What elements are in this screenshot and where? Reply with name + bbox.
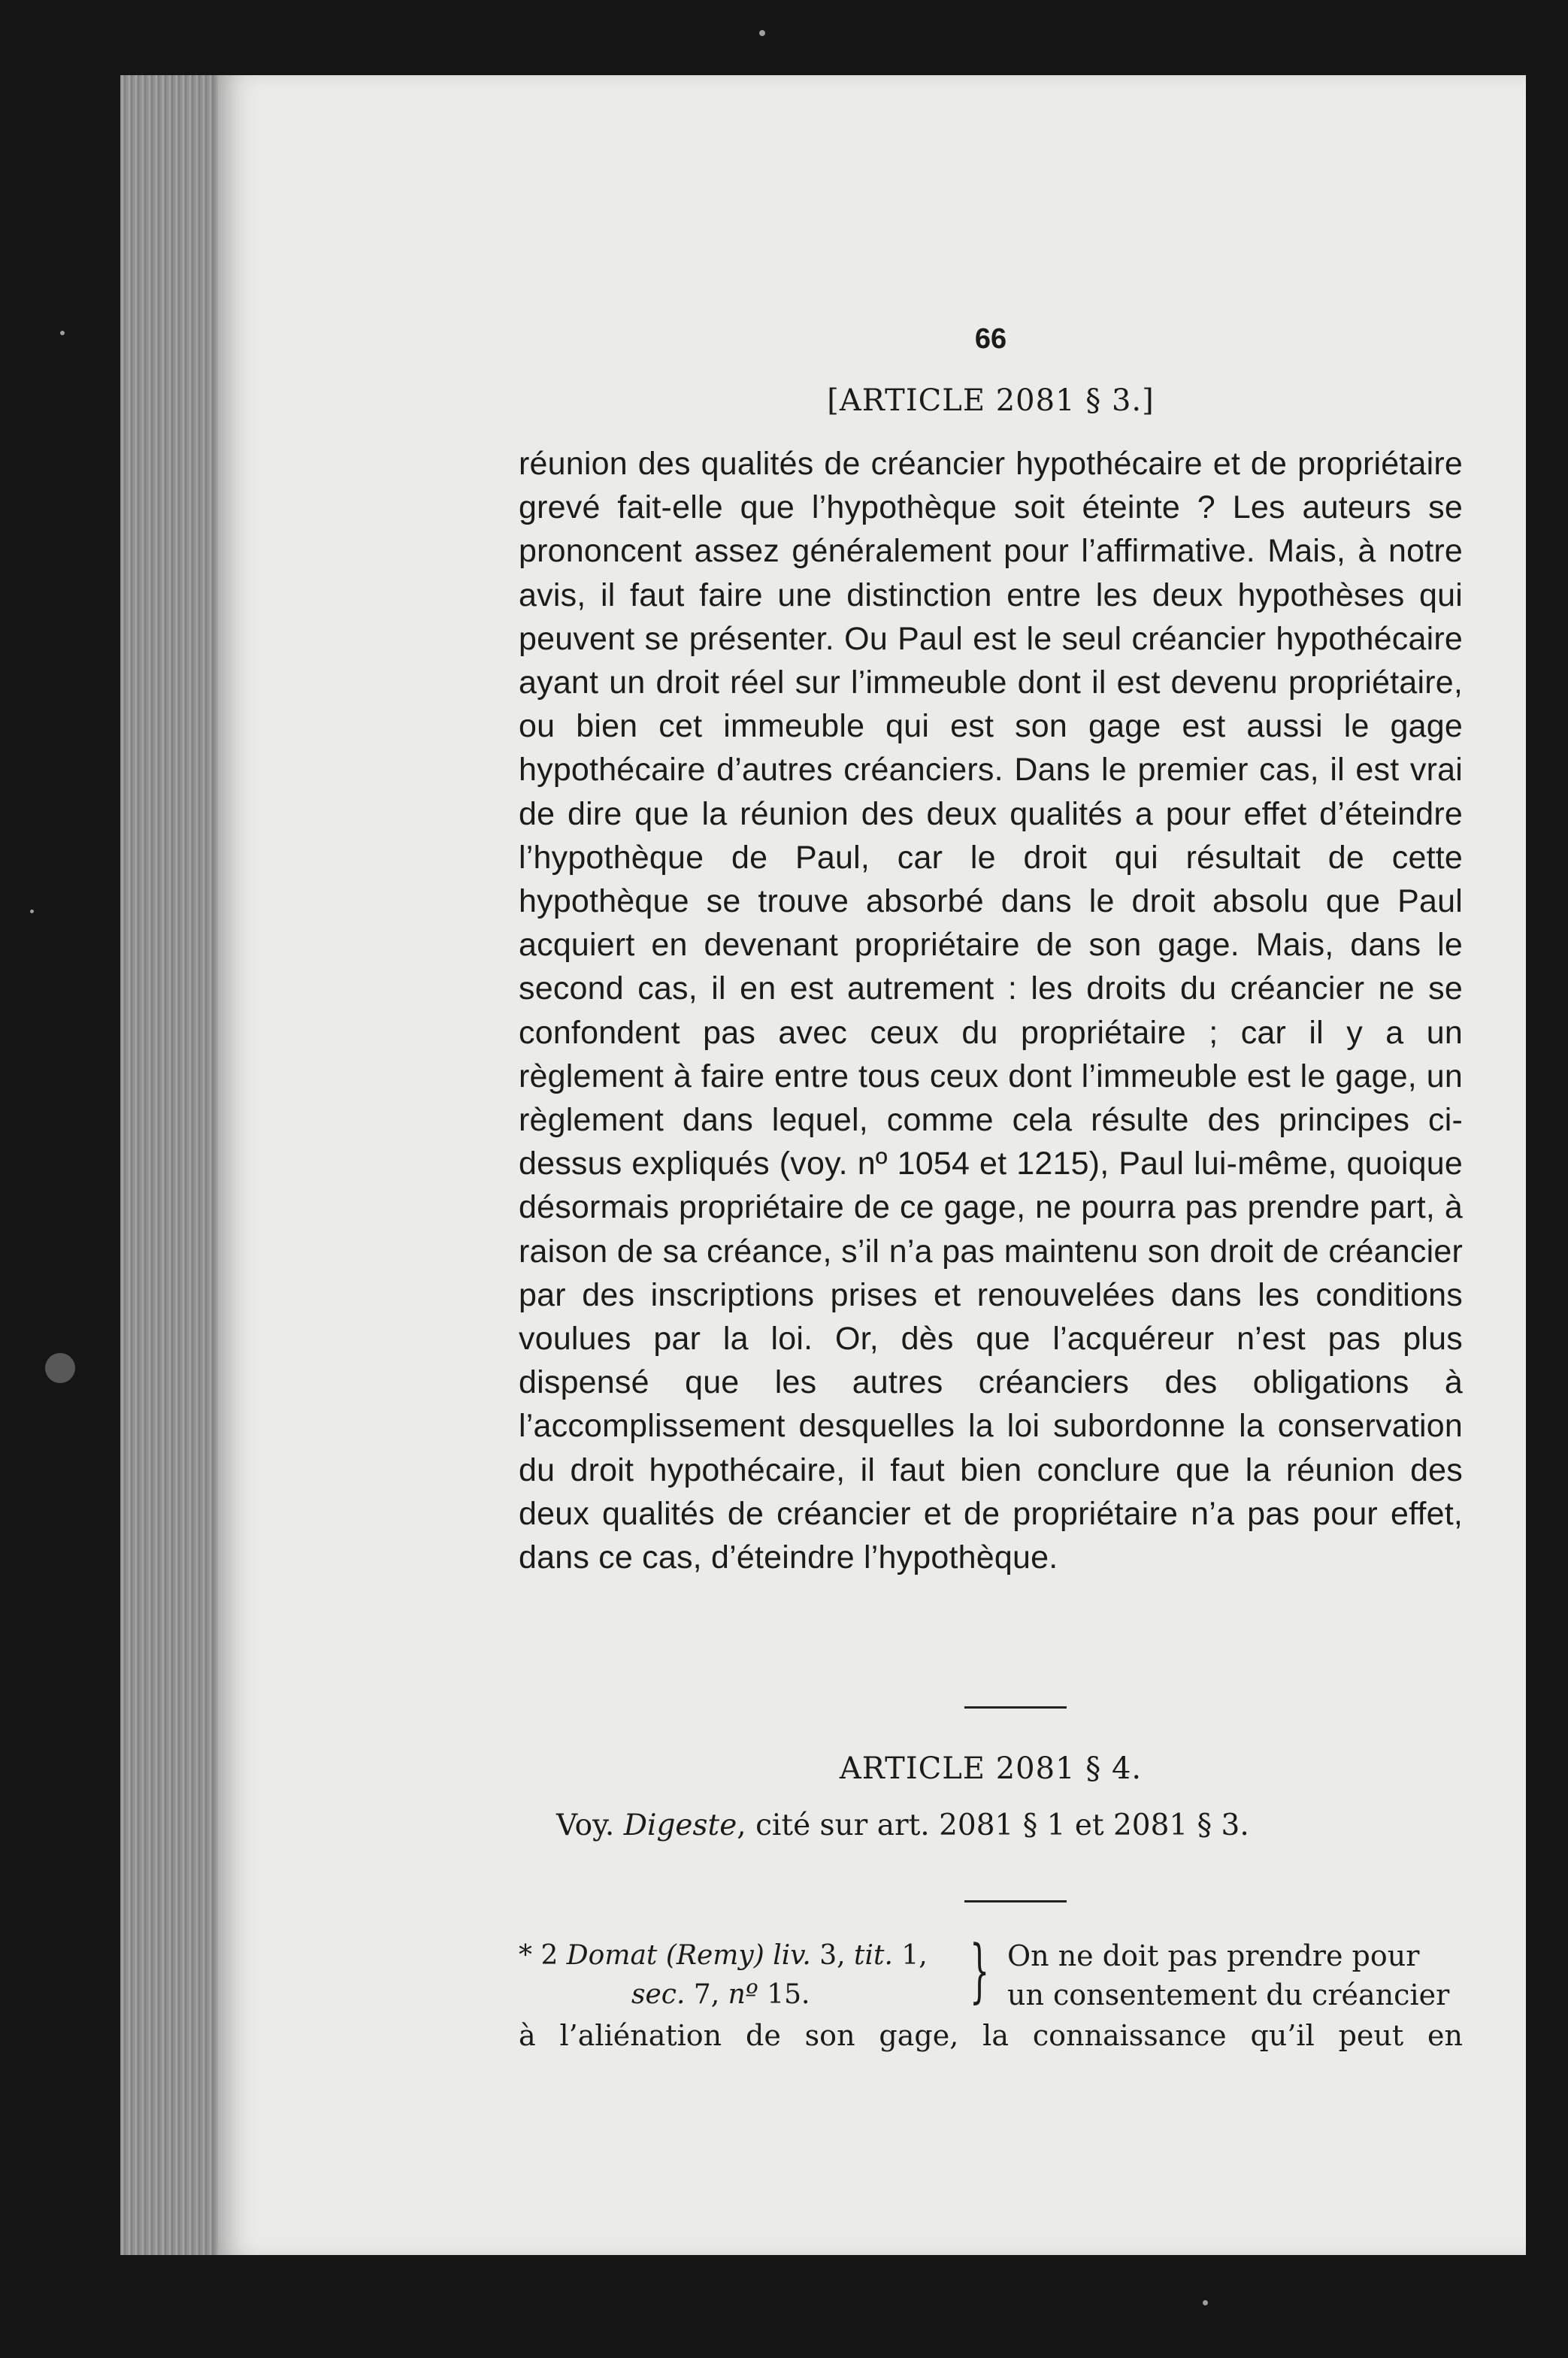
page-number: 66 bbox=[974, 323, 1007, 355]
dust-speck bbox=[45, 1353, 75, 1383]
reference-prefix: Voy. bbox=[556, 1809, 624, 1842]
section-divider bbox=[964, 1900, 1067, 1902]
citation-title-label: tit. bbox=[854, 1940, 893, 1971]
citation-section-number: 7, bbox=[685, 1979, 728, 2010]
citation-author: Domat (Remy) liv. bbox=[566, 1940, 811, 1971]
citation-book: 3, bbox=[810, 1940, 855, 1971]
section-divider bbox=[964, 1706, 1067, 1709]
citation-text-line1: On ne doit pas prendre pour bbox=[1007, 1939, 1420, 1972]
citation-number: 15. bbox=[758, 1979, 810, 2010]
citation-text-line2: un consentement du créancier bbox=[1007, 1978, 1450, 2011]
dust-speck bbox=[60, 331, 65, 335]
citation-text bbox=[1007, 1936, 1463, 2014]
reference-suffix: , cité sur art. 2081 § 1 et 2081 § 3. bbox=[737, 1809, 1249, 1842]
book-page-edges bbox=[120, 75, 233, 2255]
citation-continuation: à l’aliénation de son gage, la connaissance qu’il peut en bbox=[519, 2019, 1463, 2052]
citation-source bbox=[519, 1936, 970, 2014]
citation-section-label: sec. bbox=[631, 1979, 686, 2010]
dust-speck bbox=[1203, 2300, 1208, 2305]
citation-title-number: 1, bbox=[892, 1940, 928, 1971]
citation-brace: } bbox=[970, 1930, 990, 2011]
dust-speck bbox=[30, 910, 34, 913]
body-paragraph: réunion des qualités de créancier hypothécaire et de propriétaire grevé fait-elle que l’hypothèque soit éteinte ? Les auteurs se prononcent assez généralement pour l’affirmative. Mais, à notre avis, il faut faire une distinction entre les deux hypothèses qui peuvent se présenter. Ou Paul est le seul créancier hypothécaire ayant un droit réel sur l’immeuble dont il est devenu propriétaire, ou bien cet immeuble qui est son gage est aussi le gage hypothécaire d’autres créanciers. Dans le premier cas, il est vrai de dire que la réunion des deux qualités a pour effet d’éteindre l’hypothèque de Paul, car le droit qui résultait de cette hypothèque se trouve absorbé dans le droit absolu que Paul acquiert en devenant propriétaire de son gage. Mais, dans le second cas, il en est autrement : les droits du créancier ne se confondent pas avec ceux du propriétaire ; car il y a un règlement à faire entre tous ceux dont l’immeuble est le gage, un règlement dans lequel, comme cela résulte des principes ci-dessus expliqués (voy. nº 1054 et 1215), Paul lui-même, quoique désormais propriétaire de ce gage, ne pourra pas prendre part, à raison de sa créance, s’il n’a pas maintenu son droit de créancier par des inscriptions prises et renouvelées dans les conditions voulues par la loi. Or, dès que l’acquéreur n’est pas plus dispensé que les autres créanciers des obligations à l’accomplissement desquelles la loi subordonne la conservation du droit hypothécaire, il faut bien conclure que la réunion des deux qualités de créancier et de propriétaire n’a pas pour effet, dans ce cas, d’éteindre l’hypothèque. bbox=[519, 446, 1463, 1576]
citation-source-line2 bbox=[519, 1975, 970, 2014]
running-head: [ARTICLE 2081 § 3.] bbox=[827, 383, 1155, 418]
reference-source: Digeste bbox=[623, 1809, 737, 1842]
reference-line bbox=[556, 1809, 1458, 1842]
dust-speck bbox=[759, 30, 765, 36]
article-heading: ARTICLE 2081 § 4. bbox=[839, 1751, 1143, 1786]
citation-number-label: nº bbox=[728, 1979, 758, 2010]
citation-marker: * 2 bbox=[519, 1940, 567, 1971]
book-page bbox=[218, 75, 1526, 2255]
